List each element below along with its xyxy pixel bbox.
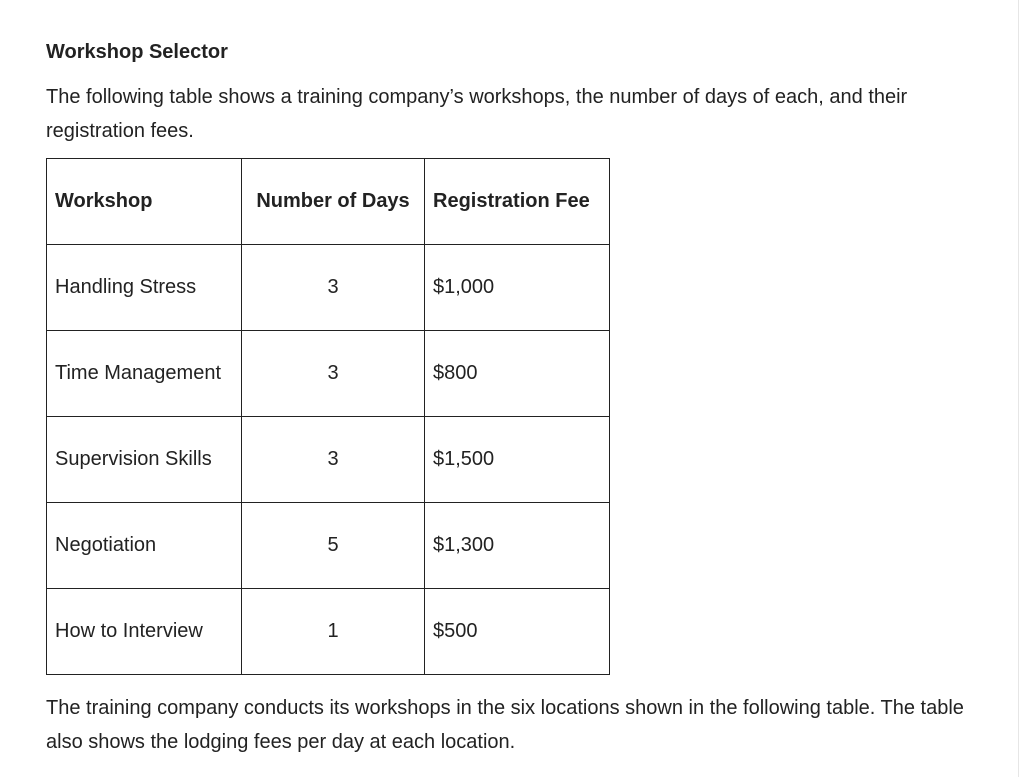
section-title: Workshop Selector xyxy=(46,41,228,63)
days-cell: 3 xyxy=(242,331,425,417)
fee-cell: $500 xyxy=(425,589,610,675)
workshop-name-cell: How to Interview xyxy=(47,589,242,675)
workshop-name-cell: Supervision Skills xyxy=(47,417,242,503)
workshop-name-cell: Time Management xyxy=(47,331,242,417)
fee-cell: $1,000 xyxy=(425,245,610,331)
intro-paragraph: The following table shows a training company’s workshops, the number of days of each, and their registration fees. xyxy=(46,86,908,142)
right-divider xyxy=(1018,0,1019,777)
table-row xyxy=(47,417,610,503)
workshop-name-cell: Handling Stress xyxy=(47,245,242,331)
days-cell: 5 xyxy=(242,503,425,589)
days-cell: 3 xyxy=(242,417,425,503)
table-row xyxy=(47,503,610,589)
header-registration-fee: Registration Fee xyxy=(425,159,610,245)
fee-cell: $1,300 xyxy=(425,503,610,589)
header-workshop: Workshop xyxy=(47,159,242,245)
workshop-table xyxy=(46,158,610,675)
days-cell: 3 xyxy=(242,245,425,331)
days-cell: 1 xyxy=(242,589,425,675)
header-number-of-days: Number of Days xyxy=(242,159,425,245)
fee-cell: $1,500 xyxy=(425,417,610,503)
table-row xyxy=(47,589,610,675)
workshop-section xyxy=(46,38,976,759)
workshop-name-cell: Negotiation xyxy=(47,503,242,589)
outro-paragraph: The training company conducts its workshops in the six locations shown in the following table. The table also shows the lodging fees per day at each location. xyxy=(46,697,964,753)
fee-cell: $800 xyxy=(425,331,610,417)
table-row xyxy=(47,245,610,331)
table-row xyxy=(47,331,610,417)
table-header-row xyxy=(47,159,610,245)
